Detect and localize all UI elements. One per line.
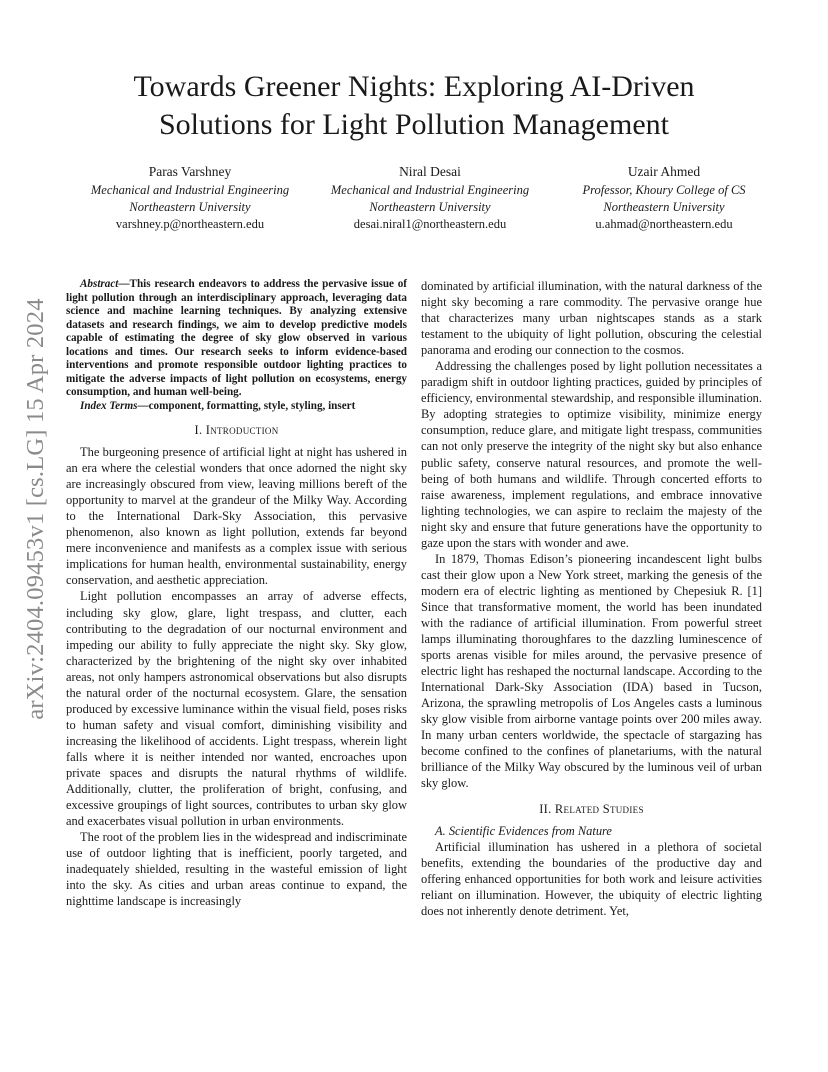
abstract-text: —This research endeavors to address the pervasive issue of light pollution through an interdisciplinary approach, leveraging data science and machine learning techniques. By analyzing extensive datasets and research findings, we aim to develop predictive models capable of estimating the degree of sky glow observed in various locations and times. Our research seeks to inform evidence-based interventions and promote responsible outdoor lighting practices to mitigate the adverse impacts of light pollution on ecosystems, energy consumption, and human well-being. (66, 278, 407, 398)
author-university: Northeastern University (129, 200, 251, 214)
author-block-3 (548, 162, 780, 233)
intro-paragraph-5: In 1879, Thomas Edison’s pioneering incandescent light bulbs cast their glow upon a New York street, marking the genesis of the modern era of electric lighting as mentioned by Chepesiuk R. [1] Since that transformative moment, the world has been inundated with the radiance of artificial illumination. From powerful street lamps illuminating thoroughfares to the dazzling luminescence of sports arenas visible for miles around, the pervasive presence of electric light has reshaped the nocturnal landscape. According to the International Dark-Sky Association (IDA) based in Tucson, Arizona, the sprawling metropolis of Los Angeles casts a luminous sky glow visible from airborne vantage points over 200 miles away. In many urban centers worldwide, the spectacle of stargazing has become confined to the confines of planetariums, with the natural brilliance of the Milky Way obscured by the luminous veil of urban sky glow. (421, 551, 762, 791)
subsection-heading-scientific-evidences: A. Scientific Evidences from Nature (435, 823, 612, 838)
author-university: Northeastern University (603, 200, 725, 214)
section-heading-introduction: I. Introduction (194, 423, 279, 437)
intro-paragraph-1: The burgeoning presence of artificial light at night has ushered in an era where the celestial wonders that once adorned the night sky are increasingly obscured from view, leaving millions bereft of the opportunity to marvel at the grandeur of the Milky Way. According to the International Dark-Sky Association, this pervasive phenomenon, also known as light pollution, extends far beyond mere inconvenience and manifests as a complex issue with serious implications for human health, environmental sustainability, energy conservation, and aesthetic appreciation. (66, 445, 407, 588)
right-column (421, 278, 762, 919)
abstract (66, 278, 407, 400)
section-heading-related-studies: II. Related Studies (539, 801, 644, 816)
intro-paragraph-4: Addressing the challenges posed by light pollution necessitates a paradigm shift in outdoor lighting practices, guided by principles of efficiency, environmental stewardship, and responsible illumination. By adopting strategies to optimize visibility, minimize energy consumption, reduce glare, and mitigate light trespass, communities can not only preserve the integrity of the night sky but also enhance public safety, conserve natural resources, and promote the well-being of both humans and wildlife. Through concerted efforts to raise awareness, implement regulations, and embrace innovative lighting technologies, we can aspire to reclaim the majesty of the night sky and ensure that future generations have the opportunity to gaze upon the stars with wonder and awe. (421, 359, 762, 550)
author-department: Professor, Khoury College of CS (582, 183, 746, 197)
paper-title-line-1: Towards Greener Nights: Exploring AI-Driven (133, 70, 695, 103)
abstract-lead: Abstract (80, 278, 119, 290)
intro-paragraph-2: Light pollution encompasses an array of adverse effects, including sky glow, glare, light trespass, and clutter, each contributing to the degradation of our nocturnal environment and impeding our ability to fully appreciate the night sky. Sky glow, characterized by the brightening of the night sky over inhabited areas, not only hampers astronomical observations but also disrupts the natural order of the nocturnal ecosystem. Glare, the sensation produced by excessive luminance within the visual field, poses risks to human safety and visual comfort, diminishing visibility and increasing the likelihood of accidents. Light trespass, wherein light falls where it is neither intended nor wanted, encroaches upon private spaces and disrupts the natural rhythms of wildlife. Additionally, clutter, the proliferation of bright, confusing, and excessive groupings of light sources, contributes to urban sky glow and exacerbates visual pollution in urban environments. (66, 589, 407, 829)
left-column (66, 278, 407, 909)
author-email: varshney.p@northeastern.edu (115, 217, 265, 231)
arxiv-watermark-text: arXiv:2404.09453v1 [cs.LG] 15 Apr 2024 (22, 298, 49, 720)
intro-paragraph-3: The root of the problem lies in the widespread and indiscriminate use of outdoor lighting that is inefficient, poorly targeted, and inadequately shielded, resulting in the wasteful emission of light into the sky. As cities and urban areas continue to expand, the nighttime landscape is increasingly (66, 830, 407, 909)
paper-title (60, 68, 768, 144)
author-email: u.ahmad@northeastern.edu (595, 217, 733, 231)
index-terms (66, 400, 407, 414)
author-block-1 (70, 162, 310, 233)
author-name: Niral Desai (399, 164, 461, 179)
paper-title-line-2: Solutions for Light Pollution Management (159, 108, 669, 141)
related-paragraph-1: Artificial illumination has ushered in a plethora of societal benefits, extending the boundaries of the productive day and offering enhanced opportunities for both work and leisure activities reliant on illumination. However, the ubiquity of electric lighting does not inherently denote detriment. Yet, (421, 839, 762, 918)
arxiv-watermark (22, 285, 50, 733)
author-name: Paras Varshney (148, 164, 232, 179)
author-university: Northeastern University (369, 200, 491, 214)
index-terms-text: —component, formatting, style, styling, insert (137, 399, 356, 412)
intro-paragraph-3-continued: dominated by artificial illumination, with the natural darkness of the night sky becoming a rare commodity. The pervasive orange hue that characterizes many urban nightscapes stands as a stark testament to the ubiquity of light pollution, obscuring the celestial panorama and eroding our connection to the cosmos. (421, 279, 762, 358)
index-terms-lead: Index Terms (80, 399, 138, 412)
author-email: desai.niral1@northeastern.edu (353, 217, 507, 231)
author-department: Mechanical and Industrial Engineering (330, 183, 530, 197)
author-name: Uzair Ahmed (627, 164, 701, 179)
author-block-2 (310, 162, 550, 233)
author-department: Mechanical and Industrial Engineering (90, 183, 290, 197)
